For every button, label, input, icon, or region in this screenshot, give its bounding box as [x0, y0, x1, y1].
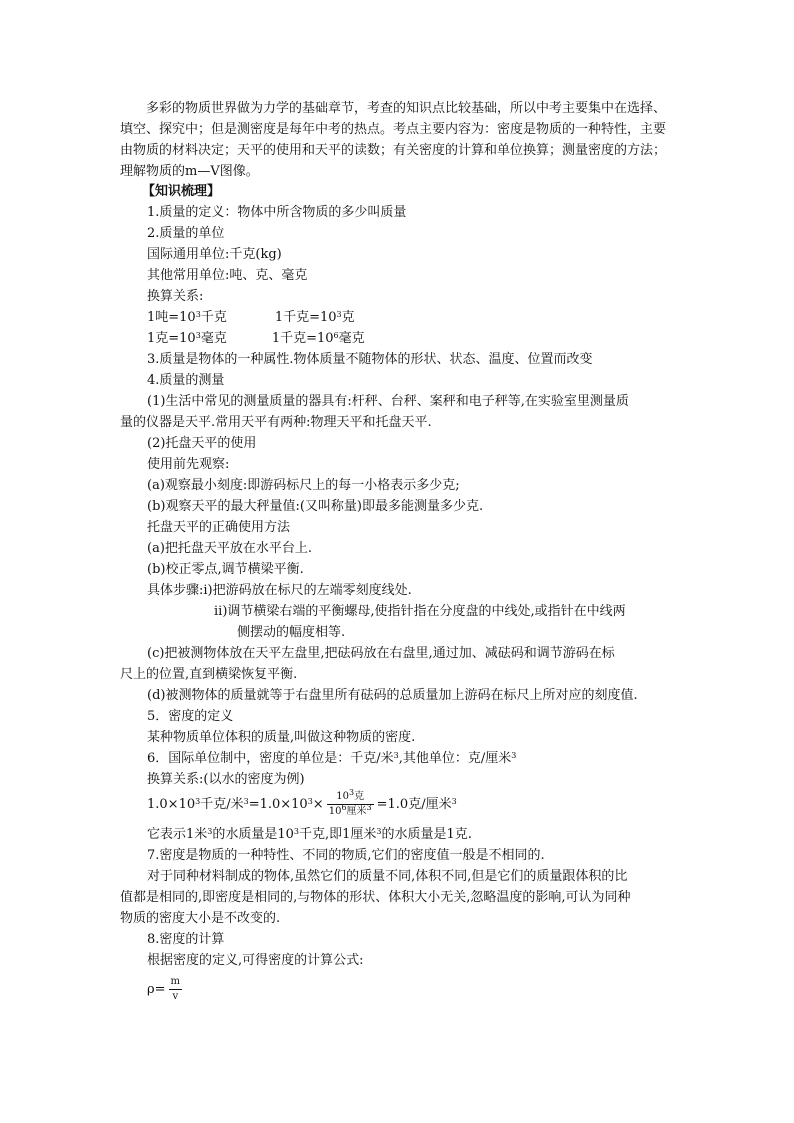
text-line: 其他常用单位:吨、克、毫克: [147, 268, 308, 283]
conversion-row: [147, 329, 365, 349]
text-line: 1.质量的定义：物体中所含物质的多少叫质量: [147, 205, 407, 220]
text-line: (b)观察天平的最大秤量值:(又叫称量)即最多能测量多少克.: [147, 499, 484, 514]
text-line: (a)观察最小刻度:即游码标尺上的每一小格表示多少克;: [147, 478, 460, 493]
intro-paragraph: 多彩的物质世界做为力学的基础章节，考查的知识点比较基础，所以中考主要集中在选择、填空、探究中；但是测密度是每年中考的热点。考点主要内容为：密度是物质的一种特性，主要由物质的材料决定；天平的使用和天平的读数；有关密度的计算和单位换算；测量密度的方法；理解物质的m—V图像。: [120, 101, 667, 179]
text-line: 根据密度的定义,可得密度的计算公式:: [147, 953, 364, 968]
conversion-item: 1千克$=10^3$克: [274, 310, 355, 325]
text-line: (1)生活中常见的测量质量的器具有:杆秤、台秤、案秤和电子秤等,在实验室里测量质: [147, 394, 629, 409]
conversion-item: 1千克$=10^6$毫克: [271, 331, 365, 346]
conversion-item: 1吨$=10^3$千克: [147, 310, 227, 325]
text-line: 尺上的位置,直到横梁恢复平衡.: [120, 667, 298, 682]
text-line: (d)被测物体的质量就等于右盘里所有砝码的总质量加上游码在标尺上所对应的刻度值.: [147, 688, 638, 703]
equation-fraction: $\frac{10^3克}{10^6厘米^3}$: [328, 788, 372, 817]
text-line: 7.密度是物质的一种特性、不同的物质,它们的密度值一般是不相同的.: [147, 848, 545, 863]
text-line: 具体步骤:i)把游码放在标尺的左端零刻度线处.: [147, 583, 412, 598]
text-line: 4.质量的测量: [147, 373, 225, 388]
text-line: 5．密度的定义: [147, 709, 234, 724]
text-line: 侧摆动的幅度相等.: [237, 625, 346, 640]
text-line: 2.质量的单位: [147, 226, 225, 241]
density-unit-line: 6．国际单位制中，密度的单位是：千克/米$^3$,其他单位：克/厘米$^3$: [147, 751, 517, 766]
text-line: 换算关系:: [147, 289, 204, 304]
text-line: (a)把托盘天平放在水平台上.: [147, 541, 313, 556]
text-line: (b)校正零点,调节横梁平衡.: [147, 562, 304, 577]
text-line: 国际通用单位:千克(kg): [147, 247, 282, 262]
text-line: 8.密度的计算: [147, 932, 225, 947]
text-line: ii)调节横梁右端的平衡螺母,使指针指在分度盘的中线处,或指针在中线两: [214, 604, 626, 619]
conversion-item: 1克$=10^3$毫克: [147, 331, 227, 346]
section-title: 【知识梳理】: [142, 184, 221, 199]
conversion-equation: $1.0\times 10^3$千克/米$^3=1.0\times 10^3\times$ $\frac{10^3克}{10^6厘米^3}$ =1.0克/厘米$^3$: [147, 788, 457, 817]
text-line: (2)托盘天平的使用: [147, 436, 257, 451]
text-line: 托盘天平的正确使用方法: [147, 520, 291, 535]
text-line: 值都是相同的,即密度是相同的,与物体的形状、体积大小无关,忽略温度的影响,可认为同种: [120, 890, 631, 905]
formula-fraction: $\frac{m}{v}$: [170, 976, 181, 1002]
text-line: 对于同种材料制成的物体,虽然它们的质量不同,体积不同,但是它们的质量跟体积的比: [147, 869, 628, 884]
text-line: 量的仪器是天平.常用天平有两种:物理天平和托盘天平.: [120, 415, 432, 430]
conversion-row: [147, 308, 355, 328]
text-line: 使用前先观察:: [147, 457, 230, 472]
text-line: 换算关系:(以水的密度为例): [147, 772, 305, 787]
text-line: 物质的密度大小是不改变的.: [120, 911, 281, 926]
water-density-line: 它表示1米$^3$的水质量是$10^3$千克,即1厘米$^3$的水质量是1克.: [147, 827, 472, 842]
text-line: (c)把被测物体放在天平左盘里,把砝码放在右盘里,通过加、减砝码和调节游码在标: [147, 646, 615, 661]
text-line: 3.质量是物体的一种属性.物体质量不随物体的形状、状态、温度、位置而改变: [147, 352, 593, 367]
text-line: 某种物质单位体积的质量,叫做这种物质的密度.: [147, 730, 416, 745]
density-formula: ρ= $\frac{m}{v}$: [147, 976, 181, 1002]
